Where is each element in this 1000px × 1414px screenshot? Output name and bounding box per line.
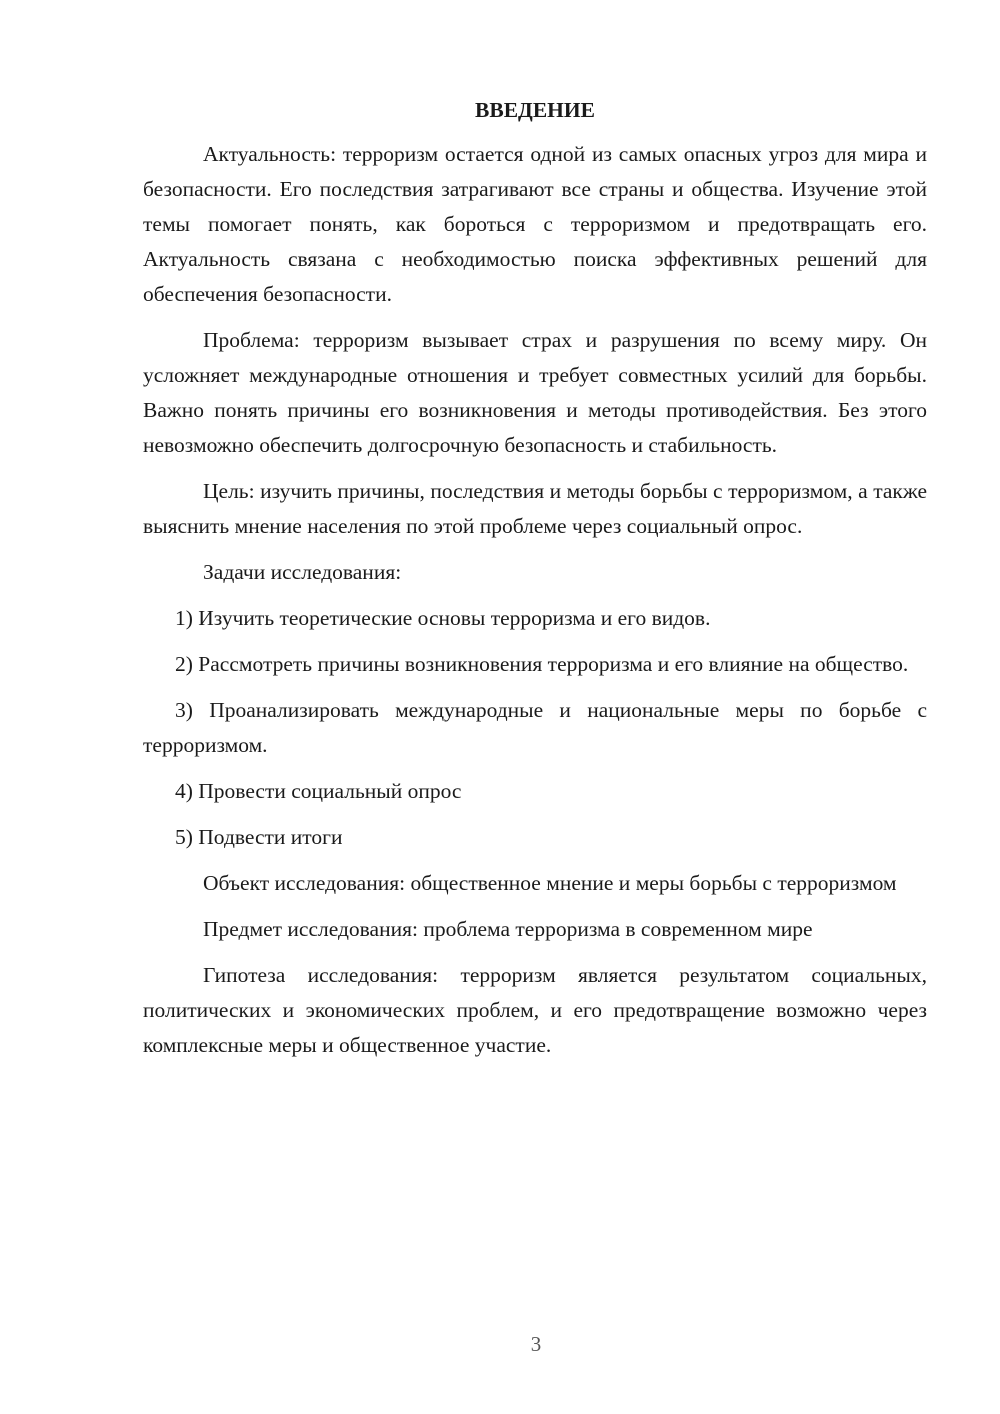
paragraph-hypothesis: Гипотеза исследования: терроризм является результатом социальных, политических и экономических проблем, и его предотвращение возможно через комплексные меры и общественное участие. xyxy=(143,963,927,1057)
task-item-4: 4) Провести социальный опрос xyxy=(175,779,462,803)
page-number: 3 xyxy=(530,1332,542,1356)
paragraph-object: Объект исследования: общественное мнение и меры борьбы с терроризмом xyxy=(203,871,897,895)
paragraph-goal: Цель: изучить причины, последствия и методы борьбы с терроризмом, а также выяснить мнение населения по этой проблеме через социальный опрос. xyxy=(143,479,927,538)
page-content xyxy=(143,93,927,1074)
tasks-heading: Задачи исследования: xyxy=(203,560,402,584)
paragraph-relevance: Актуальность: терроризм остается одной из самых опасных угроз для мира и безопасности. Его последствия затрагивают все страны и общества. Изучение этой темы помогает понять, как бороться с терроризмом и предотвращать его. Актуальность связана с необходимостью поиска эффективных решений для обеспечения безопасности. xyxy=(143,142,927,306)
task-item-2: 2) Рассмотреть причины возникновения терроризма и его влияние на общество. xyxy=(175,652,909,676)
paragraph-problem: Проблема: терроризм вызывает страх и разрушения по всему миру. Он усложняет международные отношения и требует совместных усилий для борьбы. Важно понять причины его возникновения и методы противодействия. Без этого невозможно обеспечить долгосрочную безопасность и стабильность. xyxy=(143,328,927,457)
task-item-1: 1) Изучить теоретические основы терроризма и его видов. xyxy=(175,606,711,630)
paragraph-subject: Предмет исследования: проблема терроризма в современном мире xyxy=(203,917,813,941)
task-item-3: 3) Проанализировать международные и национальные меры по борьбе с терроризмом. xyxy=(143,698,927,757)
task-item-5: 5) Подвести итоги xyxy=(175,825,343,849)
page-title: ВВЕДЕНИЕ xyxy=(475,98,595,122)
